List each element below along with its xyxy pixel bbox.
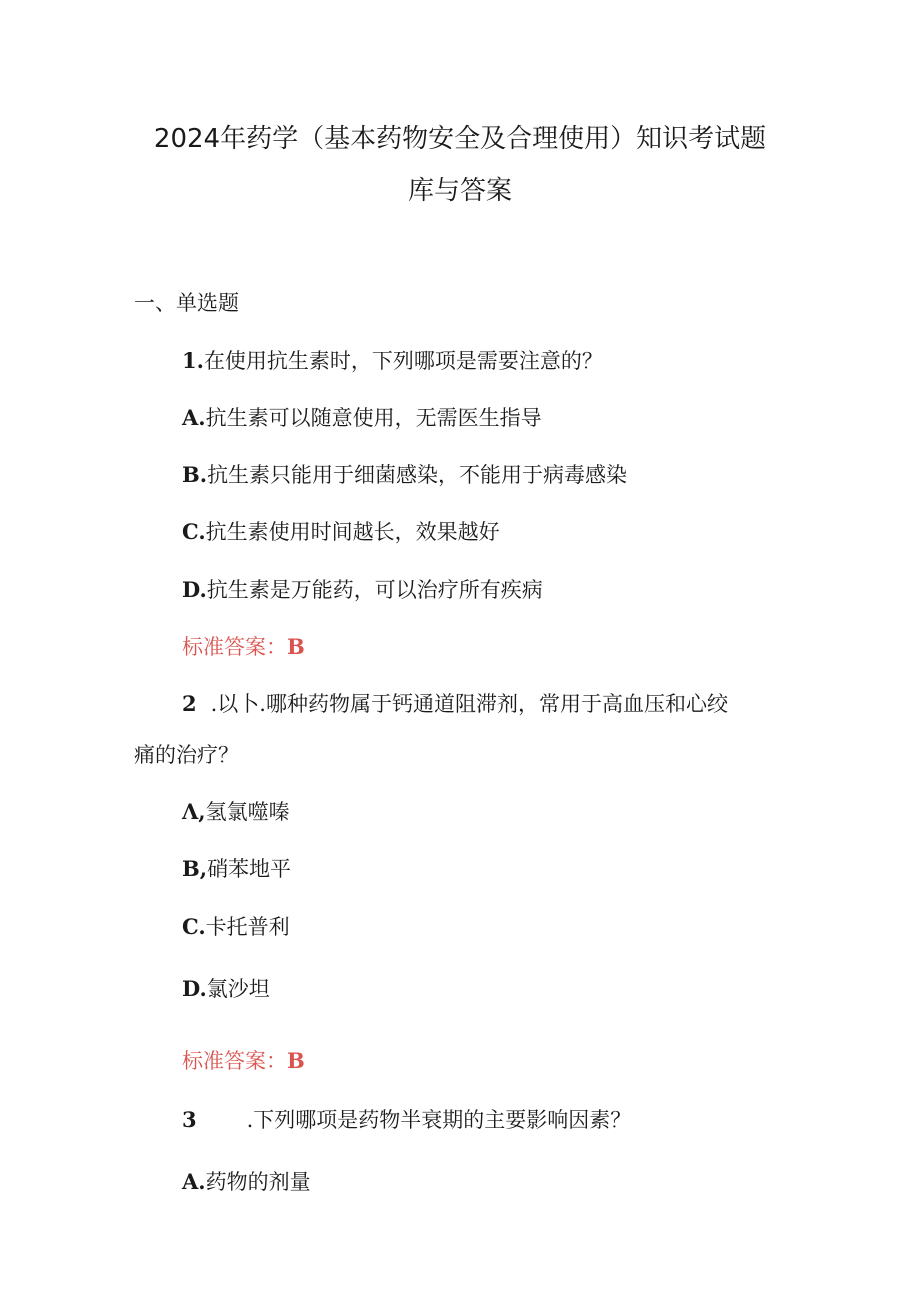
option-letter: D. <box>182 976 207 1001</box>
option-text: 硝苯地平 <box>207 857 292 881</box>
question-1-option-a <box>182 404 542 432</box>
option-text: 抗生素可以随意使用，无需医生指导 <box>205 406 542 430</box>
question-number: 3 <box>182 1107 197 1132</box>
document-title-line-1: 2024年药学（基本药物安全及合理使用）知识考试题 <box>153 124 767 154</box>
question-1-option-b <box>182 461 627 489</box>
question-1-option-d <box>182 576 543 604</box>
option-letter: A. <box>182 1169 206 1194</box>
question-text: 在使用抗生素时，下列哪项是需要注意的？ <box>203 349 603 373</box>
question-2-option-a <box>182 798 290 826</box>
answer-value: B <box>287 1048 305 1073</box>
option-text: 氢氯噬嗪 <box>205 800 290 824</box>
section-heading: 一、单选题 <box>134 291 239 315</box>
option-text: 氯沙坦 <box>206 977 270 1001</box>
document-title-line-2: 库与答案 <box>407 176 512 206</box>
option-letter: C. <box>182 914 206 939</box>
option-letter: D. <box>182 577 207 602</box>
answer-label: 标准答案： <box>182 635 287 659</box>
question-2-option-d <box>182 975 270 1003</box>
question-text: .下列哪项是药物半衰期的主要影响因素？ <box>246 1108 632 1132</box>
question-1 <box>182 347 603 375</box>
option-text: 卡托普利 <box>205 915 290 939</box>
option-text: 抗生素只能用于细菌感染，不能用于病毒感染 <box>207 463 628 487</box>
question-number: 2 <box>182 691 197 716</box>
question-text-line-1: .以卜.哪种药物属于钙通道阻滞剂，常用于高血压和心绞 <box>210 692 728 716</box>
option-text: 抗生素使用时间越长，效果越好 <box>205 520 500 544</box>
option-text: 抗生素是万能药，可以治疗所有疾病 <box>206 578 543 602</box>
option-letter: Λ, <box>182 799 206 824</box>
question-1-option-c <box>182 518 500 546</box>
question-1-answer <box>182 633 305 661</box>
option-letter: B, <box>182 856 208 881</box>
question-2-option-c <box>182 913 290 941</box>
answer-value: B <box>287 634 305 659</box>
question-3-option-a <box>182 1168 311 1196</box>
option-letter: A. <box>182 405 206 430</box>
option-letter: B. <box>182 462 208 487</box>
option-text: 药物的剂量 <box>205 1170 311 1194</box>
question-number: 1. <box>182 348 204 373</box>
question-2-option-b <box>182 855 291 883</box>
option-letter: C. <box>182 519 206 544</box>
answer-label: 标准答案： <box>182 1049 287 1073</box>
question-2 <box>182 690 728 718</box>
question-2-answer <box>182 1047 305 1075</box>
question-2-continuation: 痛的治疗？ <box>134 743 239 767</box>
question-3 <box>182 1106 631 1134</box>
